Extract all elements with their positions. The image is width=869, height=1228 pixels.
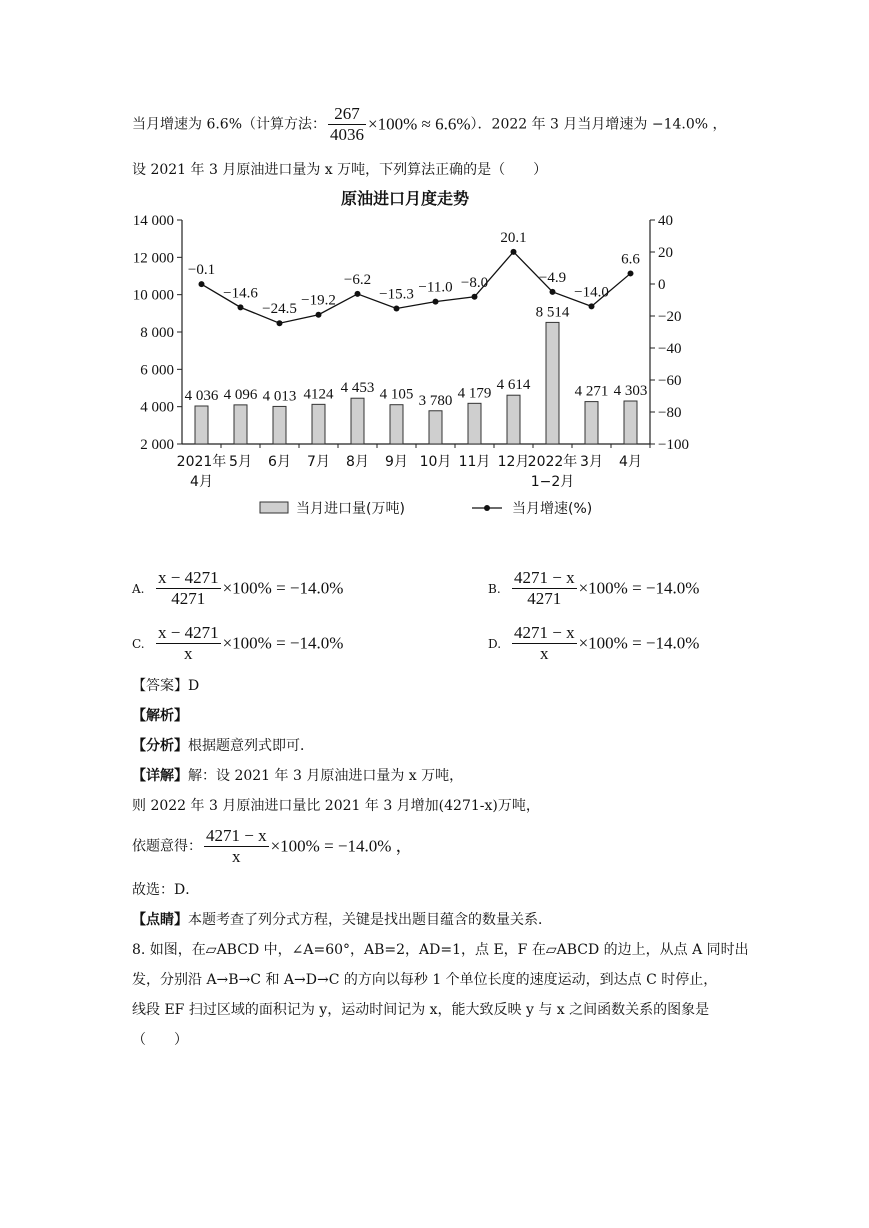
equation-denominator: x: [232, 847, 241, 866]
choice-line: [132, 880, 199, 900]
growth-point: [511, 249, 517, 255]
legend-bar-swatch: [260, 502, 288, 513]
xiangjie-text: 解：设 2021 年 3 月原油进口量为 x 万吨，: [188, 768, 464, 784]
growth-point: [472, 294, 478, 300]
growth-value-label: −19.2: [301, 292, 336, 309]
right-tick-label: −80: [658, 405, 682, 421]
intro-question-text: 设 2021 年 3 月原油进口量为 x 万吨，下列算法正确的是（ ）: [132, 162, 548, 178]
option-b: [488, 568, 699, 609]
increase-line: [132, 796, 540, 816]
option-a-numerator: x − 4271: [158, 568, 219, 587]
q8-text-3: 线段 EF 扫过区域的面积记为 y，运动时间记为 x，能大致反映 y 与 x 之间函数关系的图象是: [132, 1002, 710, 1018]
intro-line-1: [132, 104, 727, 145]
xiangjie-label: 【详解】: [132, 768, 188, 784]
left-tick-label: 4 000: [140, 399, 174, 416]
intro-text-c: ）．2022 年 3 月当月增速为 −14.0% ，: [470, 116, 727, 133]
dianjing-label: 【点睛】: [132, 912, 188, 928]
left-tick-label: 8 000: [140, 325, 174, 341]
legend-line-label: 当月增速(%): [512, 501, 593, 517]
x-tick-label: 3月: [580, 454, 603, 470]
growth-value-label: −11.0: [418, 279, 453, 296]
xiangjie-line: [132, 766, 463, 786]
right-tick-label: 20: [658, 245, 673, 261]
growth-value-label: −6.2: [343, 271, 372, 288]
bar: [273, 406, 286, 444]
legend-bar-label: 当月进口量(万吨): [296, 501, 405, 517]
option-a-letter: A.: [132, 581, 145, 596]
right-tick-label: −60: [658, 373, 682, 389]
bar-value-label: 4 271: [574, 383, 609, 400]
chart-axes: [133, 213, 689, 490]
right-tick-label: −20: [658, 309, 682, 325]
bar: [546, 322, 559, 444]
bar-value-label: 4124: [303, 386, 334, 403]
bar-value-label: 4 013: [262, 388, 297, 405]
growth-value-label: −14.6: [223, 285, 258, 302]
growth-value-label: −4.9: [538, 269, 567, 286]
growth-point: [589, 303, 595, 309]
bar-value-label: 4 453: [340, 380, 375, 397]
increase-text: 则 2022 年 3 月原油进口量比 2021 年 3 月增加(4271-x)万吨，: [132, 798, 540, 814]
equation-numerator: 4271 − x: [206, 826, 267, 845]
x-tick-label: 2022年: [527, 454, 578, 470]
bar: [585, 402, 598, 444]
answer-text: 【答案】D: [132, 678, 200, 694]
q8-line-2: [132, 970, 717, 990]
growth-value-label: −8.0: [460, 274, 489, 291]
chart-labels: [185, 230, 648, 409]
growth-point: [628, 270, 634, 276]
bar-value-label: 3 780: [418, 392, 453, 409]
choice-text: 故选：D．: [132, 882, 200, 898]
bar: [390, 405, 403, 444]
fraction-numerator: 267: [328, 104, 366, 125]
x-tick-label: 11月: [458, 454, 491, 470]
q8-text-1: 8. 如图，在▱ABCD 中，∠A=60°，AB=2，AD=1，点 E，F 在▱ABCD 的边上，从点 A 同时出: [132, 942, 749, 958]
answer-line: [132, 676, 199, 696]
bar-value-label: 4 105: [379, 386, 414, 403]
option-d-rhs: ×100% = −14.0%: [578, 633, 700, 653]
option-b-rhs: ×100% = −14.0%: [578, 578, 700, 598]
bar: [351, 398, 364, 444]
bar-value-label: 8 514: [535, 304, 570, 321]
fenxi-label: 【分析】: [132, 738, 188, 754]
chart-title: 原油进口月度走势: [340, 189, 470, 208]
bar: [234, 405, 247, 444]
q8-line-4: [132, 1030, 188, 1050]
x-tick-label: 10月: [419, 454, 452, 470]
right-tick-label: 40: [658, 213, 673, 229]
intro-math: ×100% ≈ 6.6%: [368, 114, 471, 134]
x-tick-label: 7月: [307, 454, 330, 470]
bar-value-label: 4 096: [223, 386, 258, 403]
growth-point: [550, 289, 556, 295]
equation-fraction: [204, 826, 269, 867]
chart-legend: [260, 500, 592, 517]
equation-line: [132, 826, 413, 867]
growth-fraction: [328, 104, 366, 145]
bar-value-label: 4 036: [184, 387, 219, 404]
growth-value-label: −0.1: [187, 262, 216, 279]
option-c: [132, 623, 343, 664]
option-d-fraction: [512, 623, 577, 664]
option-b-letter: B.: [488, 581, 501, 596]
option-b-denominator: 4271: [527, 589, 562, 608]
growth-value-label: 20.1: [500, 229, 527, 246]
left-tick-label: 10 000: [132, 287, 174, 304]
bar-value-label: 4 303: [613, 383, 648, 400]
x-tick-label: 1−2月: [530, 474, 575, 490]
x-tick-label: 9月: [385, 454, 408, 470]
legend-line-marker: [484, 505, 490, 511]
left-tick-label: 6 000: [140, 362, 174, 379]
option-a-rhs: ×100% = −14.0%: [222, 578, 344, 598]
oil-import-chart: [120, 182, 720, 522]
dianjing-text: 本题考查了列分式方程，关键是找出题目蕴含的数量关系．: [188, 912, 552, 928]
chart-bars: [195, 322, 637, 444]
growth-point: [316, 312, 322, 318]
growth-point: [394, 305, 400, 311]
intro-text-a: 当月增速为 6.6%（计算方法：: [132, 116, 327, 133]
x-tick-label: 6月: [268, 454, 291, 470]
growth-point: [433, 299, 439, 305]
q8-text-2: 发，分别沿 A→B→C 和 A→D→C 的方向以每秒 1 个单位长度的速度运动，到达点 C 时停止，: [132, 972, 718, 988]
option-b-numerator: 4271 − x: [514, 568, 575, 587]
left-tick-label: 2 000: [140, 437, 174, 453]
q8-line-1: [132, 940, 749, 960]
option-c-letter: C.: [132, 636, 145, 651]
bar: [624, 401, 637, 444]
option-c-rhs: ×100% = −14.0%: [222, 633, 344, 653]
q8-text-4: （ ）: [132, 1032, 188, 1048]
x-tick-label: 8月: [346, 454, 369, 470]
growth-value-label: −15.3: [379, 286, 414, 303]
bar: [195, 406, 208, 444]
dianjing-line: [132, 910, 552, 930]
growth-point: [238, 304, 244, 310]
option-a-fraction: [156, 568, 221, 609]
x-tick-label: 4月: [190, 474, 213, 490]
intro-line-2: [132, 160, 547, 180]
bar: [429, 411, 442, 444]
analysis-heading-text: 【解析】: [132, 708, 188, 724]
option-c-numerator: x − 4271: [158, 623, 219, 642]
option-a-denominator: 4271: [171, 589, 206, 608]
growth-value-label: 6.6: [621, 251, 640, 268]
bar: [468, 403, 481, 444]
left-tick-label: 14 000: [132, 213, 174, 229]
option-c-fraction: [156, 623, 221, 664]
right-tick-label: −100: [658, 437, 689, 453]
equation-rhs: ×100% = −14.0% ，: [270, 836, 413, 856]
option-a: [132, 568, 343, 609]
growth-point: [199, 281, 205, 287]
growth-point: [355, 291, 361, 297]
growth-value-label: −24.5: [262, 301, 297, 318]
bar: [507, 395, 520, 444]
option-d-letter: D.: [488, 636, 502, 651]
option-d-numerator: 4271 − x: [514, 623, 575, 642]
left-tick-label: 12 000: [132, 250, 174, 267]
analysis-heading: [132, 706, 188, 726]
option-d-denominator: x: [540, 644, 549, 663]
growth-value-label: −14.0: [574, 284, 609, 301]
bar-value-label: 4 179: [457, 385, 492, 402]
fraction-denominator: 4036: [330, 125, 365, 144]
fenxi-line: [132, 736, 314, 756]
bar-value-label: 4 614: [496, 377, 531, 394]
growth-point: [277, 320, 283, 326]
q8-line-3: [132, 1000, 709, 1020]
x-tick-label: 12月: [497, 454, 530, 470]
fenxi-text: 根据题意列式即可．: [188, 738, 314, 754]
x-tick-label: 5月: [229, 454, 252, 470]
option-c-denominator: x: [184, 644, 193, 663]
x-tick-label: 2021年: [176, 454, 227, 470]
bar: [312, 404, 325, 444]
right-tick-label: −40: [658, 341, 682, 357]
right-tick-label: 0: [658, 277, 666, 293]
yiti-label: 依题意得：: [132, 838, 202, 855]
option-b-fraction: [512, 568, 577, 609]
x-tick-label: 4月: [619, 454, 642, 470]
option-d: [488, 623, 699, 664]
